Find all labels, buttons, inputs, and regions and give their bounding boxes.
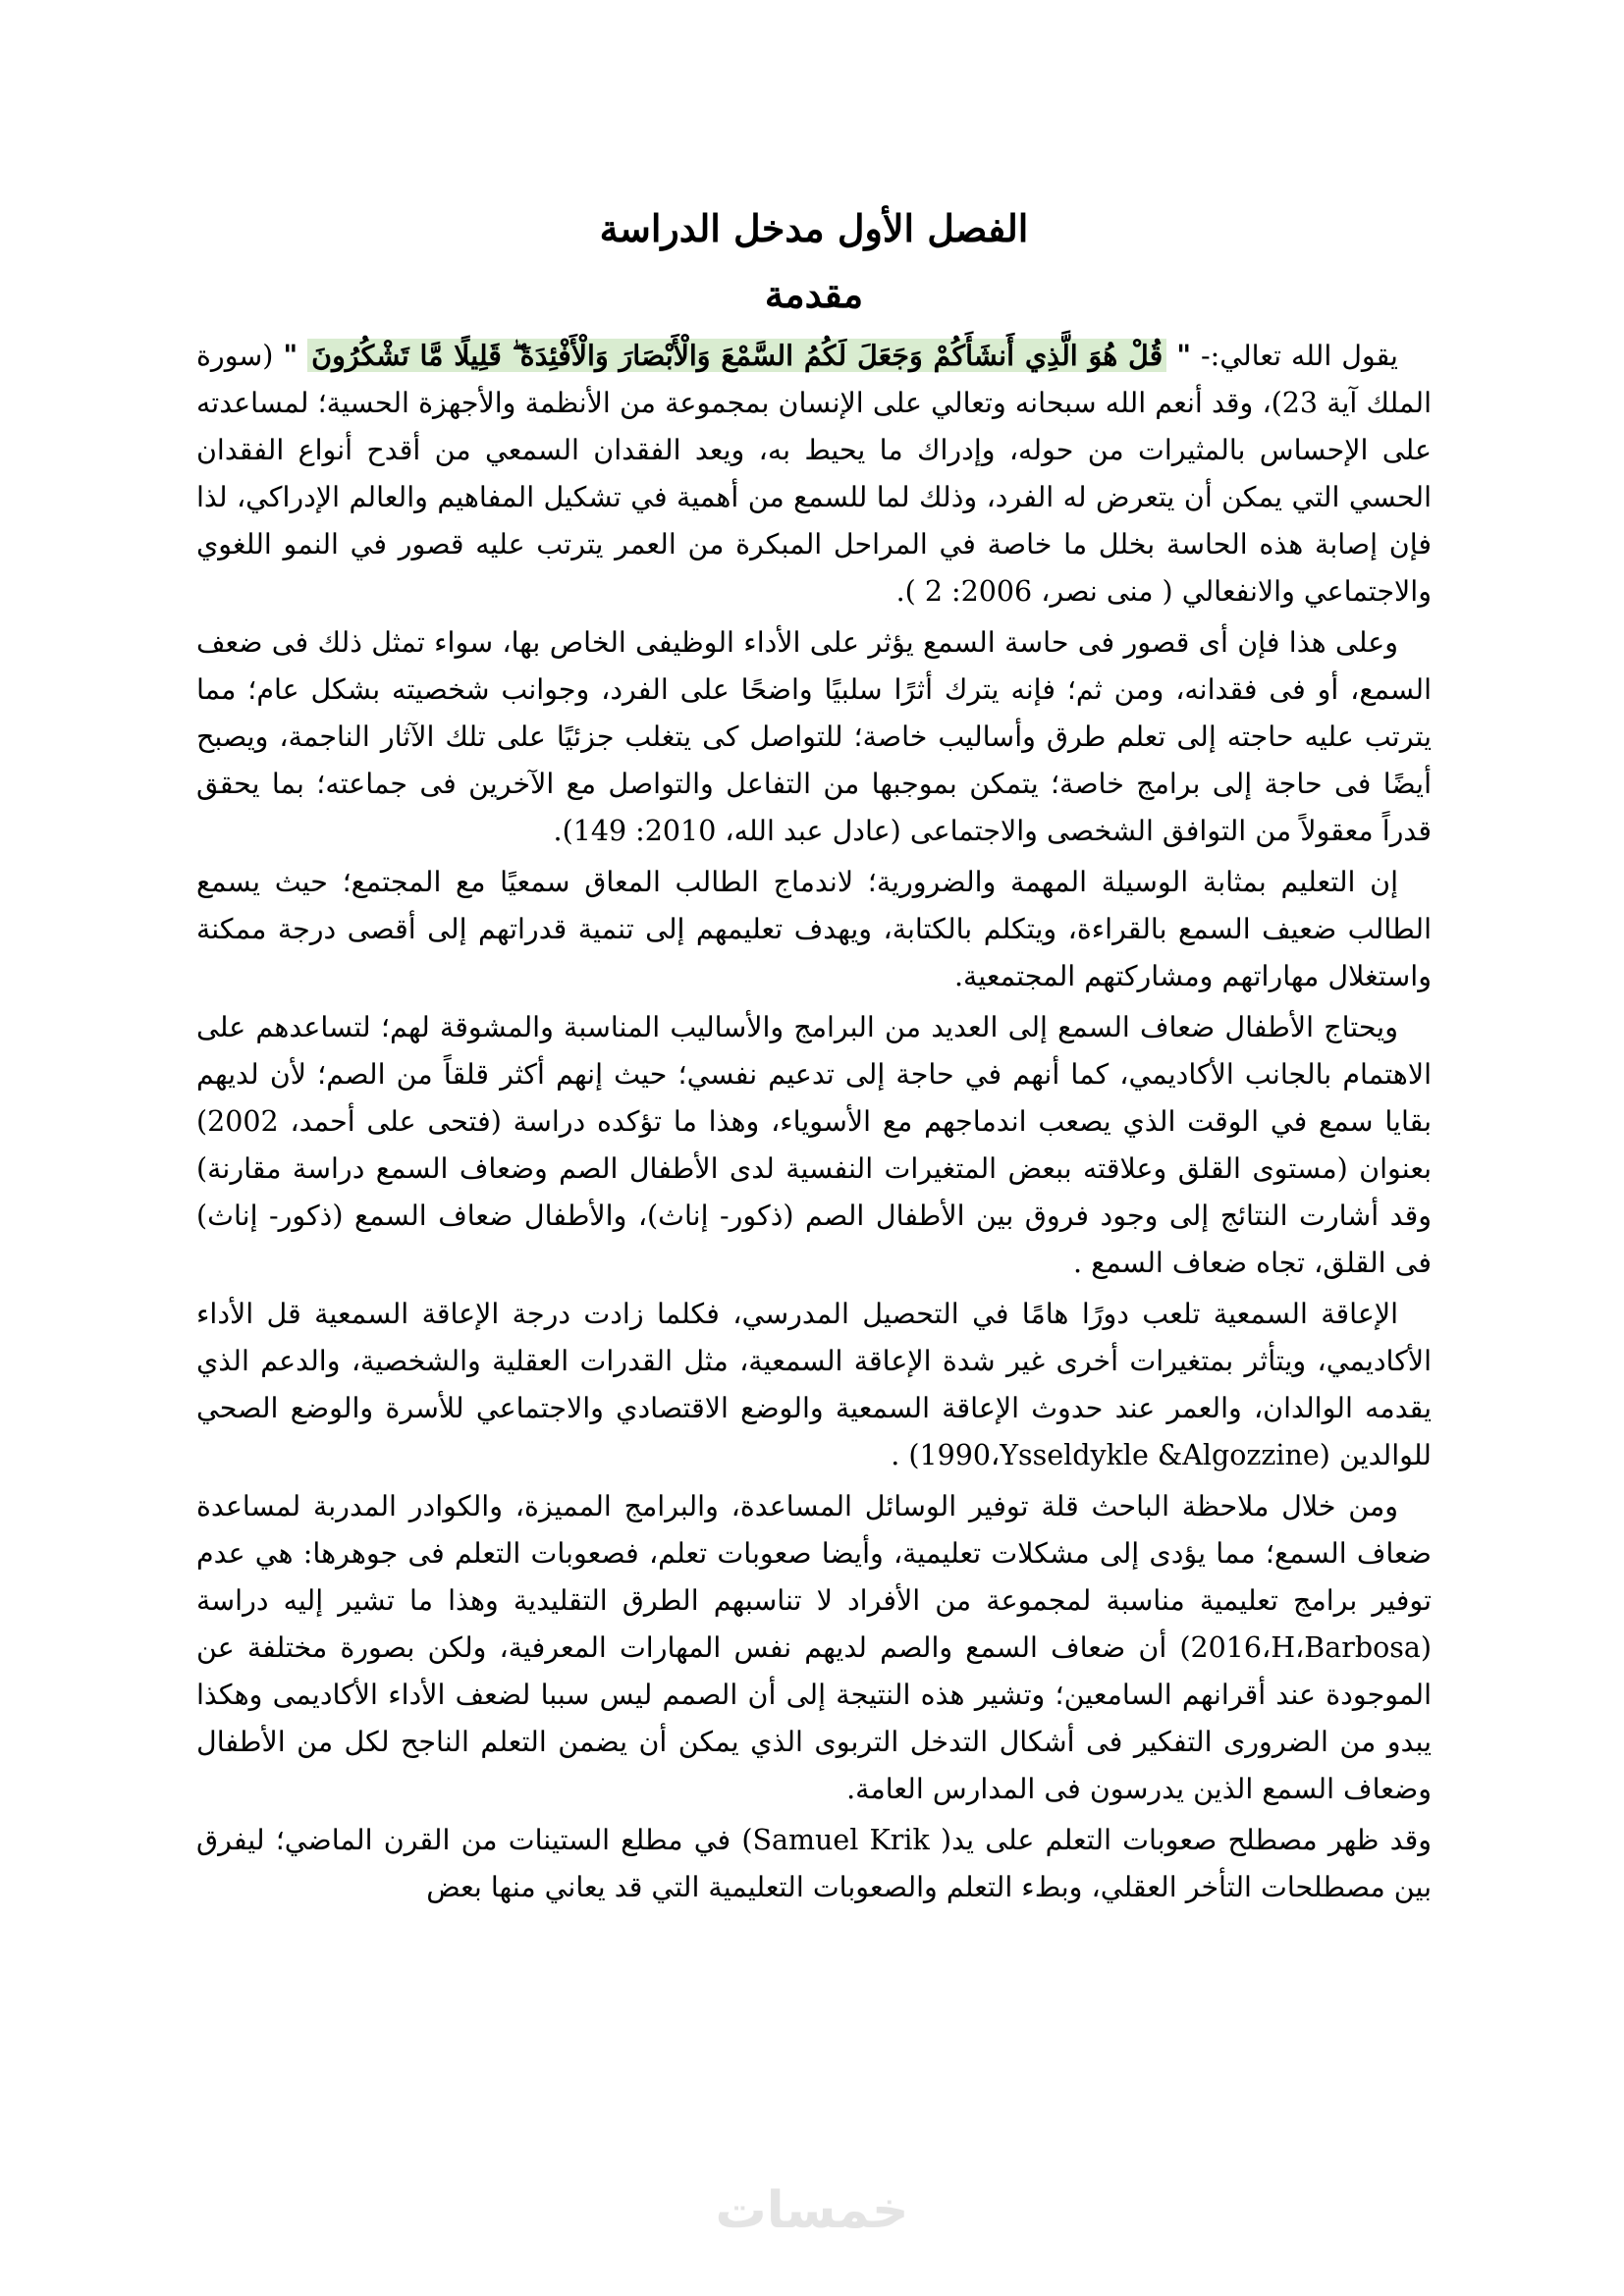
paragraph-6-text-b: ) أن ضعاف السمع والصم لديهم نفس المهارات المعرفية، ولكن بصورة مختلفة عن الموجودة عند أقرانهم السامعين؛ وتشير هذه النتيجة إلى أن الصمم ليس سببا لضعف الأداء الأكاديمى وهكذا يبدو من الضرورى التفكير فى أشكال التدخل التربوى الذي يمكن أن يضمن التعلم الناجح لكل من الأطفال وضعاف السمع الذين يدرسون فى المدارس العامة.: [196, 1631, 1432, 1806]
paragraph-7-text-b: ) في مطلع الستينات من القرن الماضي؛ ليفرق بين مصطلحات التأخر العقلي، وبطء التعلم والصعوبات التعليمية التي قد يعاني منها بعض: [196, 1824, 1432, 1904]
paragraph-1: [196, 332, 1432, 615]
paragraph-4: ويحتاج الأطفال ضعاف السمع إلى العديد من البرامج والأساليب المناسبة والمشوقة لهم؛ لتساعدهم على الاهتمام بالجانب الأكاديمي، كما أنهم في حاجة إلى تدعيم نفسي؛ حيث إنهم أكثر قلقاً من الصم؛ لأن لديهم بقايا سمع في الوقت الذي يصعب اندماجهم مع الأسوياء، وهذا ما تؤكده دراسة (فتحى على أحمد، 2002) بعنوان (مستوى القلق وعلاقته ببعض المتغيرات النفسية لدى الأطفال الصم وضعاف السمع دراسة مقارنة) وقد أشارت النتائج إلى وجود فروق بين الأطفال الصم (ذكور- إناث)، والأطفال ضعاف السمع (ذكور- إناث) فى القلق، تجاه ضعاف السمع .: [196, 1011, 1432, 1280]
quran-verse: قُلْ هُوَ الَّذِي أَنشَأَكُمْ وَجَعَلَ لَكُمُ السَّمْعَ وَالْأَبْصَارَ وَالْأَفْئِدَةَ ۖ قَلِيلًا مَّا تَشْكُرُونَ: [307, 339, 1166, 372]
quote-close: ": [283, 339, 298, 373]
section-title: مقدمة: [764, 272, 864, 317]
paragraph-5-text: الإعاقة السمعية تلعب دورًا هامًا في التحصيل المدرسي، فكلما زادت درجة الإعاقة السمعية قل الأداء الأكاديمي، ويتأثر بمتغيرات أخرى غير شدة الإعاقة السمعية، مثل القدرات العقلية والشخصية، والدعم الذي يقدمه الوالدان، والعمر عند حدوث الإعاقة السمعية والوضع الاقتصادي والاجتماعي للأسرة والوضع الصحي للوالدين (: [196, 1298, 1432, 1472]
paragraph-5-citation: 1990،Ysseldykle &Algozzine: [919, 1439, 1320, 1472]
paragraph-7-name: Samuel Krik: [752, 1824, 930, 1857]
paragraph-1-lead: يقول الله تعالي:-: [1191, 340, 1398, 373]
paragraph-6-text-a: ومن خلال ملاحظة الباحث قلة توفير الوسائل المساعدة، والبرامج المميزة، والكوادر المدربة لمساعدة ضعاف السمع؛ مما يؤدى إلى مشكلات تعليمية، وأيضا صعوبات تعلم، فصعوبات التعلم فى جوهرها: هي عدم توفير برامج تعليمية مناسبة لمجموعة من الأفراد لا تناسبهم الطرق التقليدية وهذا ما تشير إليه دراسة (: [196, 1490, 1432, 1665]
chapter-title: الفصل الأول مدخل الدراسة: [599, 206, 1029, 250]
quote-open: ": [1176, 339, 1192, 373]
paragraph-5: [196, 1291, 1432, 1479]
document-page: [196, 187, 1432, 1915]
paragraph-7-text-a: وقد ظهر مصطلح صعوبات التعلم على يد(: [929, 1824, 1432, 1857]
paragraph-5-end: ) .: [891, 1439, 920, 1472]
paragraph-2: وعلى هذا فإن أى قصور فى حاسة السمع يؤثر على الأداء الوظيفى الخاص بها، سواء تمثل ذلك فى ضعف السمع، أو فى فقدانه، ومن ثم؛ فإنه يترك أثرًا سلبيًا واضحًا على الفرد، وجوانب شخصيته بشكل عام؛ مما يترتب عليه حاجته إلى تعلم طرق وأساليب خاصة؛ للتواصل كى يتغلب جزئيًا على تلك الآثار الناجمة، ويصبح أيضًا فى حاجة إلى برامج خاصة؛ يتمكن بموجبها من التفاعل والتواصل مع الآخرين فى جماعته؛ بما يحقق قدراً معقولاً من التوافق الشخصى والاجتماعى (عادل عبد الله، 2010: 149).: [196, 626, 1432, 848]
paragraph-1-text: (سورة الملك آية 23)، وقد أنعم الله سبحانه وتعالي على الإنسان بمجموعة من الأنظمة والأجهزة الحسية؛ لمساعدته على الإحساس بالمثيرات من حوله، وإدراك ما يحيط به، ويعد الفقدان السمعي من أقدح أنواع الفقدان الحسي التي يمكن أن يتعرض له الفرد، وذلك لما للسمع من أهمية في تشكيل المفاهيم والعالم الإدراكي، لذا فإن إصابة هذه الحاسة بخلل ما خاصة في المراحل المبكرة من العمر يترتب عليه قصور في النمو اللغوي والاجتماعي والانفعالي ( منى نصر، 2006: 2 ).: [196, 340, 1433, 609]
paragraph-6: [196, 1483, 1432, 1813]
paragraph-3: إن التعليم بمثابة الوسيلة المهمة والضرورية؛ لاندماج الطالب المعاق سمعيًا مع المجتمع؛ حيث يسمع الطالب ضعيف السمع بالقراءة، ويتكلم بالكتابة، ويهدف تعليمهم إلى تنمية قدراتهم إلى أقصى درجة ممكنة واستغلال مهاراتهم ومشاركتهم المجتمعية.: [196, 866, 1432, 993]
paragraph-7: [196, 1817, 1432, 1911]
paragraph-6-citation: 2016،H،Barbosa: [1190, 1631, 1421, 1665]
watermark-logo: خمسات: [715, 2181, 909, 2240]
